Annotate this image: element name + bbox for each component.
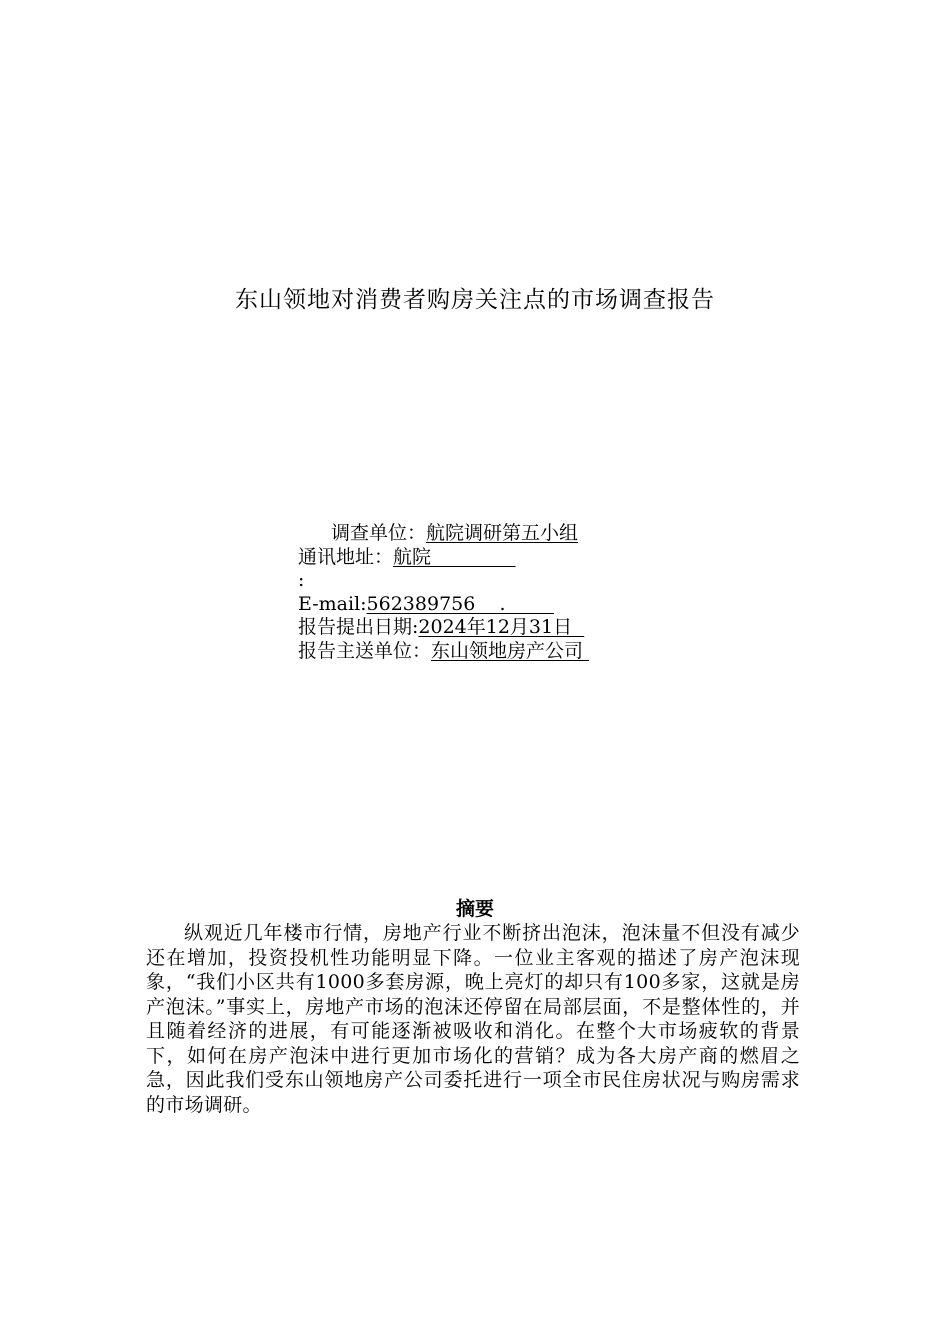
survey-unit-line <box>298 522 698 546</box>
report-date-label: 报告提出日期: <box>298 616 419 638</box>
colon-text: : <box>298 569 305 591</box>
recipient-value: 东山领地房产公司 <box>431 639 590 662</box>
recipient-line <box>298 640 698 664</box>
survey-unit-value: 航院调研第五小组 <box>426 522 579 544</box>
email-label: E-mail: <box>298 592 367 615</box>
email-value: 562389756 . <box>366 592 554 615</box>
survey-unit-label: 调查单位： <box>331 522 427 544</box>
report-date-line <box>298 616 698 640</box>
address-value: 航院 <box>393 545 516 568</box>
colon-line <box>298 569 698 593</box>
address-line <box>298 546 698 570</box>
document-title: 东山领地对消费者购房关注点的市场调查报告 <box>235 287 715 313</box>
report-info-block <box>298 522 698 663</box>
abstract-heading: 摘要 <box>455 898 494 920</box>
address-label: 通讯地址： <box>298 545 394 568</box>
report-date-value: 2024年12月31日 <box>418 616 585 638</box>
email-line <box>298 593 698 617</box>
recipient-label: 报告主送单位： <box>298 639 432 662</box>
abstract-body: 纵观近几年楼市行情，房地产行业不断挤出泡沫，泡沫量不但没有减少还在增加，投资投机性功能明显下降。一位业主客观的描述了房产泡沫现象，“我们小区共有1000多套房源，晚上亮灯的却只有100多家，这就是房产泡沫。”事实上，房地产市场的泡沫还停留在局部层面，不是整体性的，并且随着经济的进展，有可能逐渐被吸收和消化。在整个大市场疲软的背景下，如何在房产泡沫中进行更加市场化的营销？成为各大房产商的燃眉之急，因此我们受东山领地房产公司委托进行一项全市民住房状况与购房需求的市场调研。 <box>146 922 800 1116</box>
